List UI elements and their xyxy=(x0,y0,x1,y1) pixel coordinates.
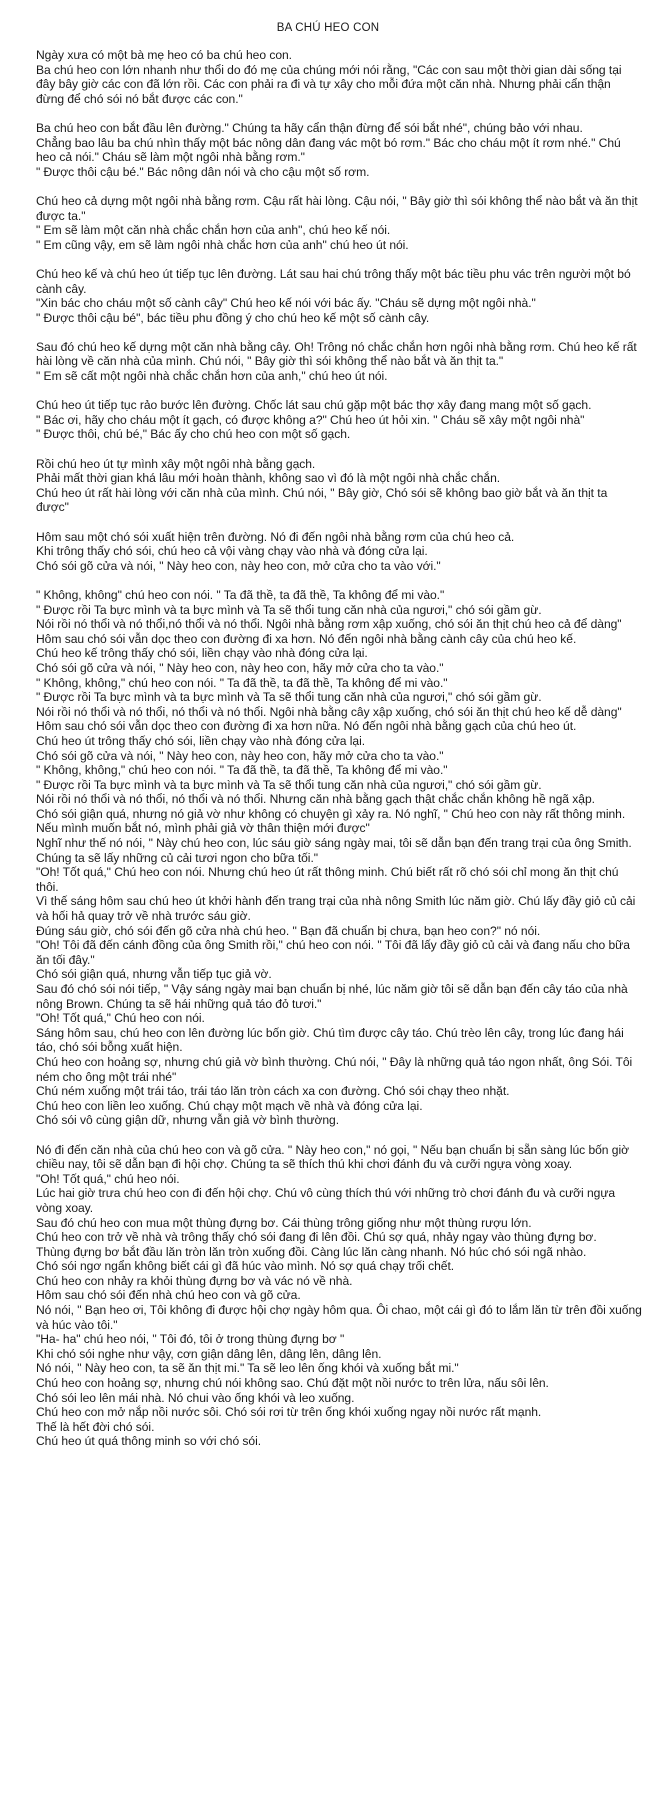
story-line: Ba chú heo con bắt đầu lên đường." Chúng ta hãy cẩn thận đừng để sói bắt nhé", chúng bảo với nhau. xyxy=(36,120,583,135)
story-line: Khi chó sói nghe như vậy, cơn giận dâng lên, dâng lên, dâng lên. xyxy=(36,1346,382,1361)
story-paragraph xyxy=(36,1143,642,1449)
story-line: Chẳng bao lâu ba chú nhìn thấy một bác nông dân đang vác một bó rơm." Bác cho cháu một ít rơm nhé." Chú heo cả nói." Cháu sẽ làm một ngôi nhà bằng rơm." xyxy=(36,135,621,165)
story-line: Lúc hai giờ trưa chú heo con đi đến hội chợ. Chú vô cùng thích thú với những trò chơi đánh đu và cưỡi ngựa vòng xoay. xyxy=(36,1186,616,1215)
story-paragraph xyxy=(36,398,642,442)
story-line: Chú heo con nhảy ra khỏi thùng đựng bơ và vác nó về nhà. xyxy=(36,1273,353,1288)
story-line: Nói rồi nó thổi và nó thổi, nó thổi và nó thổi. Ngôi nhà bằng cây xập xuống, chó sói ăn thịt chú heo kế dễ dàng" xyxy=(36,704,622,719)
story-line: " Em cũng vậy, em sẽ làm ngôi nhà chắc hơn của anh" chú heo út nói. xyxy=(36,237,409,252)
story-line: " Được thôi, chú bé," Bác ấy cho chú heo con một số gạch. xyxy=(36,427,351,442)
story-line: Ba chú heo con lớn nhanh như thổi do đó mẹ của chúng mới nói rằng, "Các con sau một thời gian dài sống tại đây bây giờ các con đã lớn rồi. Các con phải ra đi và tự xây cho mỗi đứa một căn nhà. Nhưng phải cẩn thận đừng để chó sói nó bắt được các con." xyxy=(36,62,622,106)
story-line: "Oh! Tôi đã đến cánh đồng của ông Smith rồi," chú heo con nói. " Tôi đã lấy đầy giỏ củ cải và đang nấu cho bữa ăn tối đây." xyxy=(36,938,630,967)
story-line: Thùng đựng bơ bắt đầu lăn tròn lăn tròn xuống đồi. Càng lúc lăn càng nhanh. Nó húc chó sói ngã nhào. xyxy=(36,1244,587,1259)
story-line: Chú heo con trở về nhà và trông thấy chó sói đang đi lên đồi. Chú sợ quá, nhảy ngay vào thùng đựng bơ. xyxy=(36,1230,597,1245)
story-line: Chó sói giận quá, nhưng nó giả vờ như không có chuyện gì xảy ra. Nó nghĩ, " Chú heo con này rất thông minh. Nếu mình muốn bắt nó, mình phải giả vờ thân thiện mới được" xyxy=(36,806,626,836)
story-line: Chú heo út trông thấy chó sói, liền chạy vào nhà đóng cửa lại. xyxy=(36,733,366,748)
story-line: " Được rồi Ta bực mình và ta bực mình và Ta sẽ thổi tung căn nhà của ngươi," chó sói gầm gừ. xyxy=(36,690,542,705)
story-line: "Oh! Tốt quá," Chú heo con nói. Nhưng chú heo út rất thông minh. Chú biết rất rõ chó sói chỉ mong ăn thịt chú thôi. xyxy=(36,865,619,894)
story-line: Chó sói gõ cửa và nói, " Này heo con, này heo con, hãy mở cửa cho ta vào." xyxy=(36,660,444,675)
story-line: Hôm sau chó sói vẫn dọc theo con đường đi xa hơn. Nó đến ngôi nhà bằng cành cây của chú heo kế. xyxy=(36,631,577,646)
story-line: Hôm sau chó sói đến nhà chú heo con và gõ cửa. xyxy=(36,1288,301,1303)
story-line: Chú heo con hoảng sợ, nhưng chú giả vờ bình thường. Chú nói, " Đây là những quả táo ngon nhất, ông Sói. Tôi ném cho ông một trái nhé" xyxy=(36,1054,633,1084)
story-line: " Được thôi cậu bé", bác tiều phu đồng ý cho chú heo kế một số cành cây. xyxy=(36,310,430,325)
story-line: Sau đó chú heo kế dựng một căn nhà bằng cây. Oh! Trông nó chắc chắn hơn ngôi nhà bằng rơm. Chú heo kế rất hài lòng về căn nhà của mình. Chú nói, " Bây giờ thì sói không thể nào bắt và ăn thịt ta." xyxy=(36,339,637,369)
story-line: Chó sói ngơ ngẩn không biết cái gì đã húc vào mình. Nó sợ quá chạy trối chết. xyxy=(36,1259,455,1274)
story-line: Chú heo cả dựng một ngôi nhà bằng rơm. Cậu rất hài lòng. Cậu nói, " Bây giờ thì sói không thể nào bắt và ăn thịt được ta." xyxy=(36,193,638,223)
story-line: Sau đó chó sói nói tiếp, " Vậy sáng ngày mai bạn chuẩn bị nhé, lúc năm giờ tôi sẽ dẫn bạn đến cây táo của nhà nông Brown. Chúng ta sẽ hái những quả táo đỏ tươi." xyxy=(36,982,628,1011)
story-line: Chú heo út quá thông minh so với chó sói. xyxy=(36,1434,262,1449)
story-line: Nghĩ như thế nó nói, " Này chú heo con, lúc sáu giờ sáng ngày mai, tôi sẽ dẫn bạn đến trang trại của ông Smith. Chúng ta sẽ lấy những củ cải tươi ngon cho bữa tối." xyxy=(36,836,632,865)
story-line: Hôm sau một chó sói xuất hiện trên đường. Nó đi đến ngôi nhà bằng rơm của chú heo cả. xyxy=(36,529,515,544)
story-paragraph xyxy=(36,530,642,574)
story-line: Vì thế sáng hôm sau chú heo út khởi hành đến trang trại của nhà nông Smith lúc năm giờ. Chú lấy đầy giỏ củ cải và hối hả quay trở về nhà trước sáu giờ. xyxy=(36,894,636,924)
story-line: Nó đi đến căn nhà của chú heo con và gõ cửa. " Này heo con," nó gọi, " Nếu bạn chuẩn bị sẵn sàng lúc bốn giờ chiều nay, tôi sẽ dẫn bạn đi hội chợ. Chúng ta sẽ thích thú khi chơi đánh đu và cưỡi ngựa vòng xoay. xyxy=(36,1142,629,1172)
story-line: " Được rồi Ta bực mình và ta bực mình và Ta sẽ thổi tung căn nhà của ngươi," chó sói gầm gừ. xyxy=(36,777,542,792)
story-line: Thế là hết đời chó sói. xyxy=(36,1419,155,1434)
story-line: Nói rồi nó thổi và nó thổi,nó thổi và nó thổi. Ngôi nhà bằng rơm xập xuống, chó sói ăn thịt chú heo cả để dàng" xyxy=(36,617,622,632)
story-line: Chó sói leo lên mái nhà. Nó chui vào ống khói và leo xuống. xyxy=(36,1390,355,1405)
story-line: Nói rồi nó thổi và nó thổi, nó thổi và nó thổi. Nhưng căn nhà bằng gạch thật chắc chắn không hề ngã xập. xyxy=(36,792,595,807)
story-line: "Ha- ha" chú heo nói, " Tôi đó, tôi ở trong thùng đựng bơ " xyxy=(36,1332,345,1347)
story-line: "Oh! Tốt quá," Chú heo con nói. xyxy=(36,1011,205,1026)
story-paragraph xyxy=(36,457,642,515)
story-paragraph xyxy=(36,340,642,384)
story-line: Chó sói vô cùng giận dữ, nhưng vẫn giả vờ bình thường. xyxy=(36,1113,340,1128)
story-paragraph xyxy=(36,121,642,179)
story-line: " Em sẽ cất một ngôi nhà chắc chắn hơn của anh," chú heo út nói. xyxy=(36,369,388,384)
story-line: Chó sói giận quá, nhưng vẫn tiếp tục giả vờ. xyxy=(36,967,272,982)
story-line: Nó nói, " Này heo con, ta sẽ ăn thịt mi." Ta sẽ leo lên ống khói và xuống bắt mi." xyxy=(36,1361,459,1376)
story-paragraph xyxy=(36,267,642,325)
story-line: " Bác ơi, hãy cho cháu một ít gạch, có được không a?" Chú heo út hỏi xin. " Cháu sẽ xây một ngôi nhà" xyxy=(36,412,585,427)
story-line: Ngày xưa có một bà mẹ heo có ba chú heo con. xyxy=(36,48,292,62)
story-line: Phải mất thời gian khá lâu mới hoàn thành, không sao vì đó là một ngôi nhà chắc chắn. xyxy=(36,471,501,486)
story-line: Rồi chú heo út tự mình xây một ngôi nhà bằng gạch. xyxy=(36,456,316,471)
story-line: Chú heo con mở nắp nồi nước sôi. Chó sói rơi từ trên ống khói xuống ngay nồi nước rất mạnh. xyxy=(36,1405,542,1420)
story-line: "Xin bác cho cháu một số cành cây" Chú heo kế nói với bác ấy. "Cháu sẽ dựng một ngôi nhà." xyxy=(36,296,536,311)
story-line: " Không, không," chú heo con nói. " Ta đã thề, ta đã thề, Ta không để mi vào." xyxy=(36,763,448,778)
story-line: Chú heo út rất hài lòng với căn nhà của mình. Chú nói, " Bây giờ, Chó sói sẽ không bao giờ bắt và ăn thịt ta được" xyxy=(36,485,608,515)
story-line: Chú heo kế trông thấy chó sói, liền chạy vào nhà đóng cửa lại. xyxy=(36,646,368,661)
story-line: Chú heo út tiếp tục rảo bước lên đường. Chốc lát sau chú gặp một bác thợ xây đang mang một số gạch. xyxy=(36,398,592,413)
story-paragraph xyxy=(36,194,642,252)
story-line: Chú heo kế và chú heo út tiếp tục lên đường. Lát sau hai chú trông thấy một bác tiều phu vác trên người một bó cành cây. xyxy=(36,266,631,296)
story-line: " Được thôi cậu bé." Bác nông dân nói và cho cậu một số rơm. xyxy=(36,164,370,179)
story-line: " Không, không," chú heo con nói. " Ta đã thề, ta đã thề, Ta không để mi vào." xyxy=(36,675,448,690)
story-line: " Em sẽ làm một căn nhà chắc chắn hơn của anh", chú heo kế nói. xyxy=(36,223,391,238)
story-body xyxy=(36,48,642,1449)
story-line: Sau đó chú heo con mua một thùng đựng bơ. Cái thùng trông giống như một thùng rượu lớn. xyxy=(36,1215,532,1230)
story-line: Khi trông thấy chó sói, chú heo cả vội vàng chạy vào nhà và đóng cửa lại. xyxy=(36,544,428,559)
story-line: Chó sói gõ cửa và nói, " Này heo con, này heo con, hãy mở cửa cho ta vào." xyxy=(36,748,444,763)
story-line: Chú heo con hoảng sợ, nhưng chú nói không sao. Chú đặt một nồi nước to trên lửa, nấu sôi lên. xyxy=(36,1376,549,1391)
story-line: "Oh! Tốt quá," chú heo nói. xyxy=(36,1171,180,1186)
story-line: Nó nói, " Bạn heo ơi, Tôi không đi được hội chợ ngày hôm qua. Ôi chao, một cái gì đó to lắm lăn từ trên đồi xuống và húc vào tôi." xyxy=(36,1303,642,1332)
story-line: Chú heo con liền leo xuống. Chú chạy một mạch về nhà và đóng cửa lại. xyxy=(36,1098,423,1113)
story-paragraph xyxy=(36,588,642,1128)
story-line: Đúng sáu giờ, chó sói đến gõ cửa nhà chú heo. " Bạn đã chuẩn bị chưa, bạn heo con?" nó nói. xyxy=(36,923,541,938)
story-paragraph xyxy=(36,48,642,106)
story-line: Chú ném xuống một trái táo, trái táo lăn tròn cách xa con đường. Chó sói chạy theo nhặt. xyxy=(36,1084,510,1099)
story-line: Hôm sau chó sói vẫn dọc theo con đường đi xa hơn nữa. Nó đến ngôi nhà bằng gạch của chú heo út. xyxy=(36,719,577,734)
story-title: BA CHÚ HEO CON xyxy=(276,22,380,34)
story-line: Sáng hôm sau, chú heo con lên đường lúc bốn giờ. Chú tìm được cây táo. Chú trèo lên cây, trong lúc đang hái táo, chó sói bỗng xuất hiện. xyxy=(36,1025,624,1055)
story-line: " Không, không" chú heo con nói. " Ta đã thề, ta đã thề, Ta không để mi vào." xyxy=(36,587,445,602)
story-line: Chó sói gõ cửa và nói, " Này heo con, này heo con, mở cửa cho ta vào với." xyxy=(36,558,441,573)
story-line: " Được rồi Ta bực mình và ta bực mình và Ta sẽ thổi tung căn nhà của ngươi," chó sói gầm gừ. xyxy=(36,602,542,617)
